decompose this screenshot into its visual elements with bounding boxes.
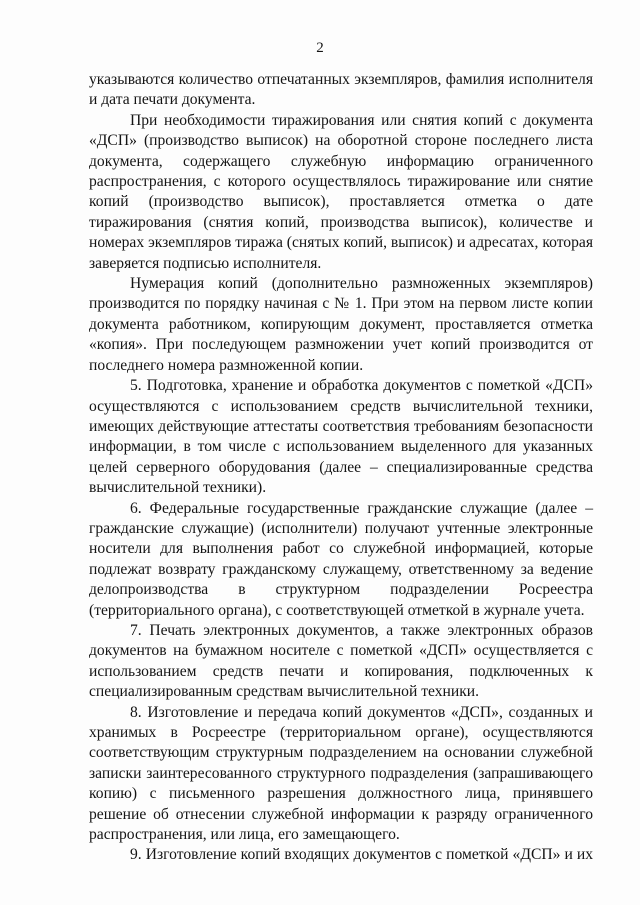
paragraph-item-7: 7. Печать электронных документов, а также электронных образов документов на бумажном носителе с пометкой «ДСП» осуществляется с использованием средств печати и копирования, подключенных к специализированным средствам вычислительной техники.	[89, 621, 593, 701]
paragraph-copying-notes: При необходимости тиражирования или снятия копий с документа «ДСП» (производство выписок) на оборотной стороне последнего листа документа, содержащего служебную информацию ограниченного распространения, с которого осуществлялось тиражирование или снятие копий (производство выписок), проставляется отметка о дате тиражирования (снятия копий, производства выписок), количестве и номерах экземпляров тиража (снятых копий, выписок) и адресатах, которая заверяется подписью исполнителя.	[89, 111, 593, 272]
paragraph-continuation: указываются количество отпечатанных экземпляров, фамилия исполнителя и дата печати документа.	[89, 71, 593, 109]
paragraph-item-6: 6. Федеральные государственные гражданские служащие (далее – гражданские служащие) (исполнители) получают учтенные электронные носители для выполнения работ со служебной информацией, которые подлежат возврату гражданскому служащему, ответственному за ведение делопроизводства в структурном подразделении Росреестра (территориального органа), с соответствующей отметкой в журнале учета.	[89, 499, 593, 619]
paragraph-copy-numbering: Нумерация копий (дополнительно размноженных экземпляров) производится по порядку начиная с № 1. При этом на первом листе копии документа работником, копирующим документ, проставляется отметка «копия». При последующем размножении учет копий производится от последнего номера размноженной копии.	[89, 275, 593, 374]
page-number: 2	[316, 40, 324, 56]
paragraph-item-9: 9. Изготовление копий входящих документов с пометкой «ДСП» и их	[130, 846, 593, 864]
document-body	[89, 70, 593, 866]
paragraph-item-8: 8. Изготовление и передача копий документов «ДСП», созданных и хранимых в Росреестре (территориальном органе), осуществляются соответствующим структурным подразделением на основании служебной записки заинтересованного структурного подразделения (запрашивающего копию) с письменного разрешения должностного лица, принявшего решение об отнесении служебной информации к разряду ограниченного распространения, или лица, его замещающего.	[89, 703, 593, 844]
paragraph-item-5: 5. Подготовка, хранение и обработка документов с пометкой «ДСП» осуществляются с использованием средств вычислительной техники, имеющих действующие аттестаты соответствия требованиям безопасности информации, в том числе с использованием выделенного для указанных целей серверного оборудования (далее – специализированные средства вычислительной техники).	[89, 377, 593, 497]
